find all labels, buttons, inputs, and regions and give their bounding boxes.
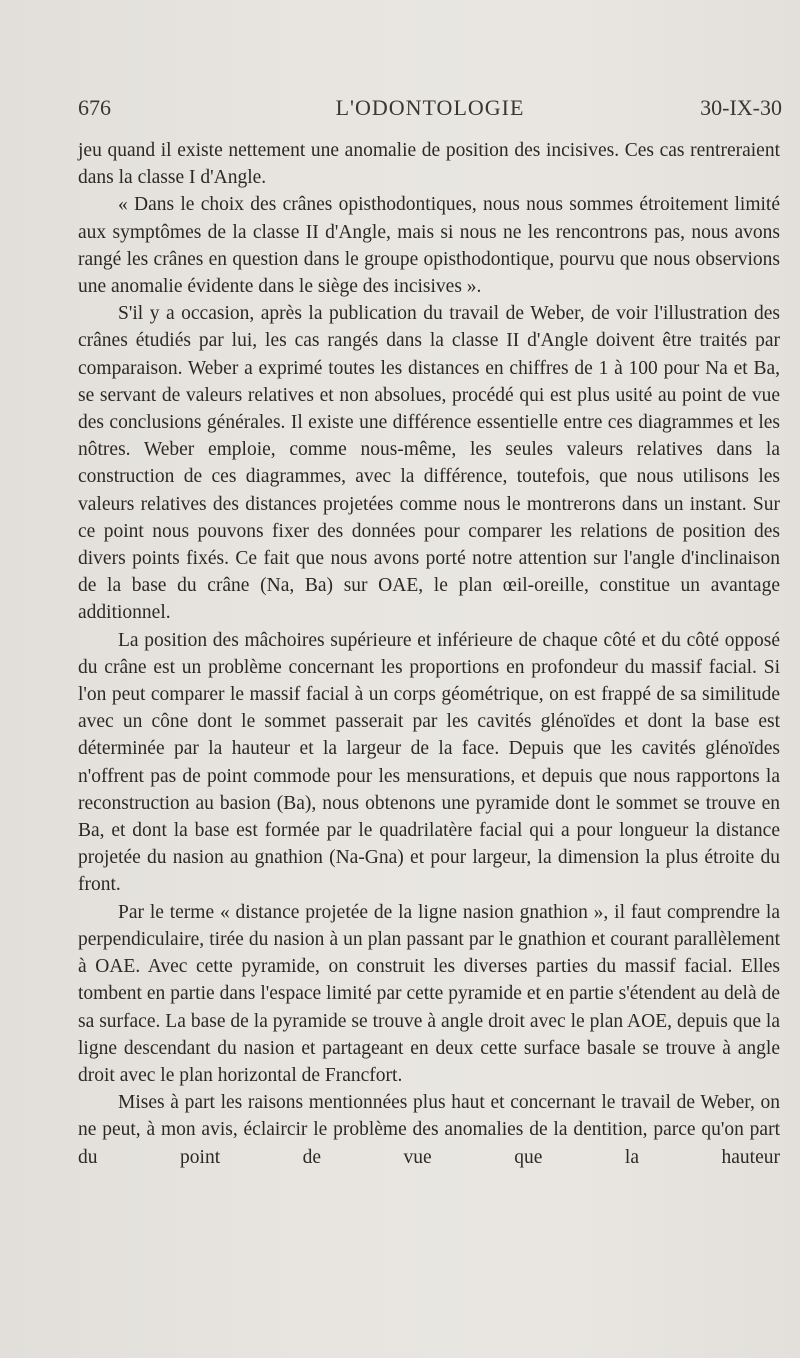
paragraph: La position des mâchoires supérieure et inférieure de chaque côté et du côté opposé du crâne est un problème concernant les proportions en profondeur du massif facial. Si l'on peut comparer le massif facial à un corps géométrique, on est frappé de sa similitude avec un cône dont le sommet passerait par les cavités glénoïdes et dont la base est déterminée par la hauteur et la largeur de la face. Depuis que les cavités glénoïdes n'offrent pas de point commode pour les mensurations, et depuis que nous rapportons la reconstruction au basion (Ba), nous obtenons une pyramide dont le sommet se trouve en Ba, et dont la base est formée par le quadrilatère facial qui a pour longueur la distance projetée du nasion au gnathion (Na-Gna) et pour largeur, la dimension la plus étroite du front. [78, 629, 780, 896]
paragraph: S'il y a occasion, après la publication du travail de Weber, de voir l'illustration des crânes étudiés par lui, les cas rangés dans la classe II d'Angle doivent être traités par comparaison. Weber a exprimé toutes les distances en chiffres de 1 à 100 pour Na et Ba, se servant de valeurs relatives et non absolues, procédé qui est plus usité au point de vue des conclusions générales. Il existe une différence essentielle entre ces diagrammes et les nôtres. Weber emploie, comme nous-même, les seules valeurs relatives dans la construction de ces diagrammes, avec la différence, toutefois, que nous utilisons les valeurs relatives des distances projetées comme nous le montrerons dans un instant. Sur ce point nous pouvons fixer des données pour comparer les relations de position des divers points fixés. Ce fait que nous avons porté notre attention sur l'angle d'inclinaison de la base du crâne (Na, Ba) sur OAE, le plan œil-oreille, constitue un avantage additionnel. [78, 303, 780, 624]
running-title: L'ODONTOLOGIE [335, 95, 525, 120]
running-header [78, 95, 782, 125]
paragraph: « Dans le choix des crânes opisthodontiques, nous nous sommes étroitement limité aux symptômes de la classe II d'Angle, mais si nous ne les rencontrons pas, nous avons rangé les crânes en question dans le groupe opisthodontique, pourvu que nous observions une anomalie évidente dans le siège des incisives ». [78, 194, 780, 298]
page-number: 676 [78, 95, 111, 120]
issue-date: 30-IX-30 [700, 95, 782, 120]
paragraph: jeu quand il existe nettement une anomalie de position des incisives. Ces cas rentreraient dans la classe I d'Angle. [78, 140, 780, 189]
body-text [78, 137, 780, 1171]
paragraph: Mises à part les raisons mentionnées plus haut et concernant le travail de Weber, on ne peut, à mon avis, éclaircir le problème des anomalies de la dentition, parce qu'on part du point de vue que la hauteur [78, 1092, 780, 1168]
paragraph: Par le terme « distance projetée de la ligne nasion gnathion », il faut comprendre la perpendiculaire, tirée du nasion à un plan passant par le gnathion et courant parallèlement à OAE. Avec cette pyramide, on construit les diverses parties du massif facial. Elles tombent en partie dans l'espace limité par cette pyramide et en partie s'étendent au delà de sa surface. La base de la pyramide se trouve à angle droit avec le plan AOE, depuis que la ligne descendant du nasion et partageant en deux cette surface basale se trouve à angle droit avec le plan horizontal de Francfort. [78, 901, 780, 1086]
